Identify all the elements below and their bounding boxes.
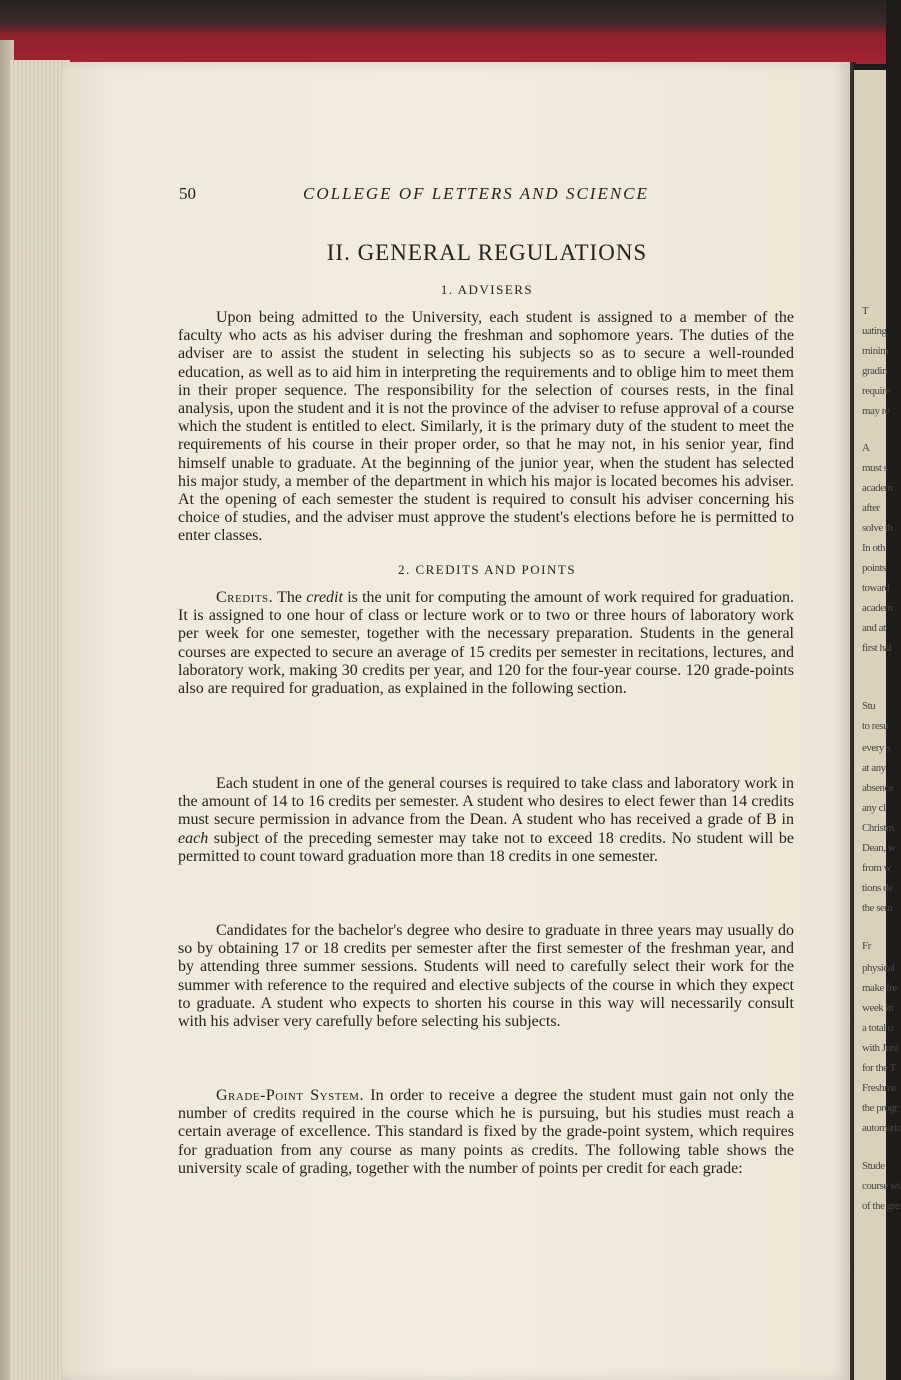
facing-page-fragment: must s [862, 462, 888, 474]
facing-page-fragment: solve th [862, 522, 893, 534]
facing-page-fragment: academ [862, 482, 893, 494]
facing-page-fragment: make fre [862, 982, 897, 994]
credit-load-paragraph: Each student in one of the general courses is required to take class and laboratory work in the amount of 14 to 16 credits per semester. A student who desires to elect fewer than 14 credits must secure permission in advance from the Dean. A student who has received a grade of B in each subject of the preceding semester may take not to exceed 18 credits. No student will be permitted to count toward graduation more than 18 credits in one semester. [178, 775, 795, 865]
facing-page-fragment: toward [862, 582, 890, 594]
facing-page-fragment: T [862, 305, 869, 317]
facing-page-fragment: and at [862, 622, 886, 634]
facing-page-fragment: automatic [862, 1122, 901, 1134]
facing-page-fragment: absence [862, 782, 894, 794]
facing-page-fragment: to resu [862, 720, 889, 732]
facing-page-fragment: Freshme [862, 1082, 897, 1094]
book-cover-top [0, 0, 886, 64]
facing-page-fragment: Stude [862, 1160, 885, 1172]
facing-page-fragment: the progr [862, 1102, 898, 1114]
grade-point-lead: Grade-Point System. [216, 1087, 364, 1104]
grade-point-paragraph: Grade-Point System. In order to receive a degree the student must gain not only the number of credits required in the course which he is pursuing, but his studies must reach a certain average of excellence. This standard is fixed by the grade-point system, which requires for graduation from any course as many points as credits. The following table shows the university scale of grading, together with the number of points per credit for each grade: [178, 1087, 795, 1177]
facing-page-fragment: require [862, 385, 890, 397]
facing-page-fragment: for the T [862, 1062, 896, 1074]
page-number: 50 [179, 184, 196, 203]
facing-page-fragment: gradin [862, 365, 888, 377]
section-title: II. GENERAL REGULATIONS [326, 240, 648, 265]
advisers-paragraph: Upon being admitted to the University, each student is assigned to a member of the faculty who acts as his adviser during the freshman and sophomore years. The duties of the adviser are to assist the student in selecting his subjects so as to secure a well-rounded education, as well as to aid him in interpreting the requirements and to oblige him to meet them in their proper sequence. The responsibility for the selection of courses rests, in the final analysis, upon the student and it is not the province of the adviser to refuse approval of a course which the student is entitled to elect. Similarly, it is the primary duty of the student to meet the requirements of his course in their proper order, so that he may not, in his senior year, find himself unable to graduate. At the beginning of the junior year, when the student has selected his major study, a member of the department in which his major is located becomes his adviser. At the opening of each semester the student is required to consult his adviser concerning his choice of studies, and the adviser must approve the student's elections before he is permitted to enter classes. [178, 309, 794, 545]
each-term: each [178, 829, 209, 847]
facing-page-fragment: Stu [862, 700, 876, 712]
facing-page-fragment: tions de [862, 882, 893, 894]
facing-page-fragment: minim [862, 345, 889, 357]
credit-term: credit [306, 589, 343, 606]
facing-page-fragment: every s [862, 742, 890, 754]
facing-page-fragment: A [862, 442, 870, 454]
facing-page-fragment: Christm [862, 822, 894, 834]
facing-page-fragment: after [862, 502, 880, 514]
facing-page-edge [854, 70, 901, 1380]
three-year-paragraph: Candidates for the bachelor's degree who desire to graduate in three years may usually do so by obtaining 17 or 18 credits per semester after the first semester of the freshman year, and by attending three summer sessions. Students will need to carefully select their work for the summer with reference to the required and elective subjects of the course in which they expect to graduate. A student who expects to shorten his course in this way will necessarily consult with his adviser very carefully before selecting his subjects. [178, 922, 794, 1031]
facing-page-fragment: with Juni [862, 1042, 899, 1054]
running-title: COLLEGE OF LETTERS AND SCIENCE [303, 184, 649, 203]
facing-page-fragment: from w [862, 862, 892, 874]
facing-page-fragment: course wi [862, 1180, 900, 1192]
facing-page-fragment: may re [862, 405, 890, 417]
facing-page-fragment: at any [862, 762, 886, 774]
facing-page-fragment: points [862, 562, 886, 574]
running-header [179, 184, 795, 208]
facing-page-fragment: of the gre [862, 1200, 900, 1212]
facing-page-fragment: first hal [862, 642, 892, 654]
page-edges [10, 60, 70, 1380]
facing-page-fragment: week in [862, 1002, 894, 1014]
credits-lead: Credits. [216, 589, 274, 606]
facing-page-fragment: In oth [862, 542, 885, 554]
facing-page-fragment: academ [862, 602, 893, 614]
facing-page-fragment: any cl [862, 802, 886, 814]
facing-page-fragment: Dean, w [862, 842, 896, 854]
advisers-heading: 1. ADVISERS [440, 282, 534, 297]
facing-page-fragment: physical [862, 962, 895, 974]
credits-paragraph: Credits. The credit is the unit for computing the amount of work required for graduation. It is assigned to one hour of class or lecture work or to two or three hours of laboratory work per week for one semester, together with the necessary preparation. Students in the general courses are expected to secure an average of 15 credits per semester in recitations, lectures, and laboratory work, making 30 credits per year, and 120 for the four-year course. 120 grade-points also are required for graduation, as explained in the following section. [178, 589, 795, 698]
facing-page-fragment: a total o [862, 1022, 893, 1034]
credits-heading: 2. CREDITS AND POINTS [397, 562, 577, 577]
facing-page-fragment: uating [862, 325, 887, 337]
facing-page-fragment: the sem [862, 902, 893, 914]
facing-page-fragment: Fr [862, 940, 871, 952]
